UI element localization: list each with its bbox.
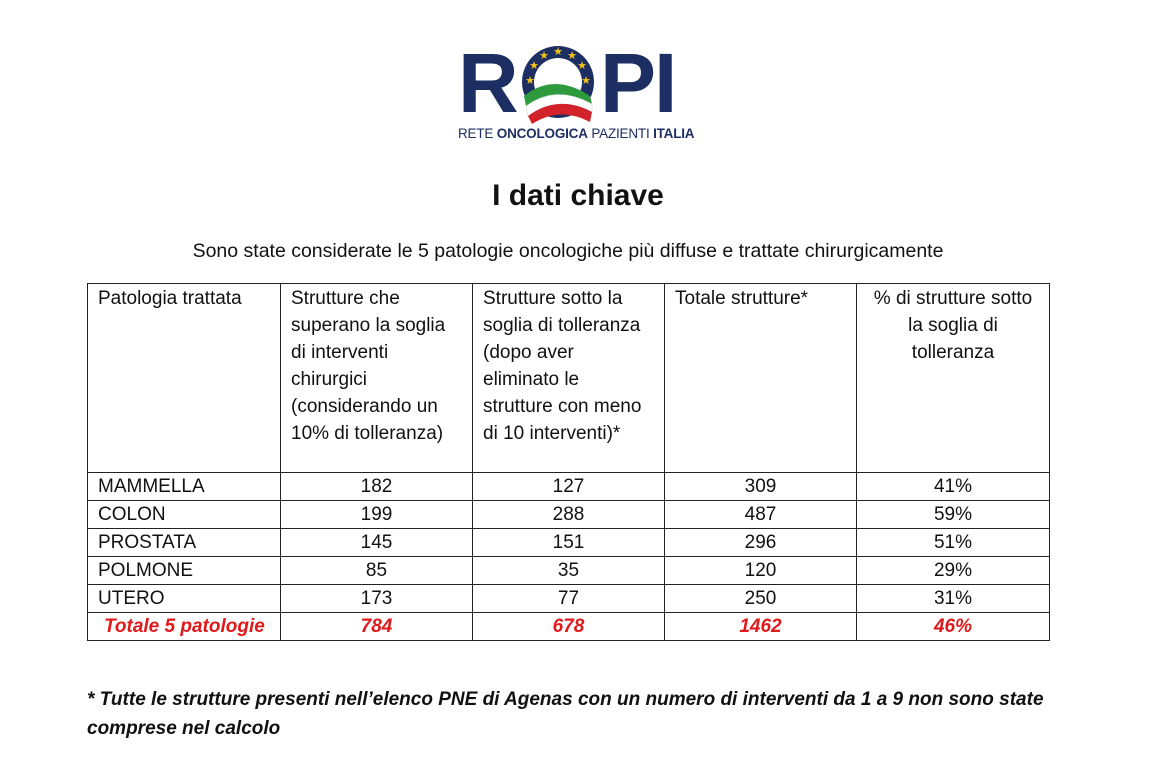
header-percent-below: % di strutture sotto la soglia di tolleranza <box>857 284 1050 473</box>
footnote: * Tutte le strutture presenti nell’elenco PNE di Agenas con un numero di interventi da 1 a 9 non sono state comprese nel calcolo <box>87 689 1044 739</box>
total-above: 784 <box>281 613 473 641</box>
svg-text:★: ★ <box>567 49 577 62</box>
page-title: I dati chiave <box>492 179 664 212</box>
ropi-logo-mark <box>458 44 698 124</box>
table-row <box>88 473 1050 501</box>
table-row <box>88 585 1050 613</box>
svg-text:★: ★ <box>577 59 587 72</box>
cell-below: 127 <box>473 473 665 501</box>
key-data-table <box>87 283 1050 641</box>
table-row <box>88 557 1050 585</box>
cell-above: 85 <box>281 557 473 585</box>
cell-pathology: COLON <box>88 501 281 529</box>
cell-pathology: MAMMELLA <box>88 473 281 501</box>
cell-percent: 31% <box>857 585 1050 613</box>
cell-percent: 51% <box>857 529 1050 557</box>
table-row <box>88 501 1050 529</box>
total-percent: 46% <box>857 613 1050 641</box>
table-row <box>88 529 1050 557</box>
cell-percent: 41% <box>857 473 1050 501</box>
cell-above: 182 <box>281 473 473 501</box>
cell-below: 35 <box>473 557 665 585</box>
cell-total: 487 <box>665 501 857 529</box>
cell-pathology: UTERO <box>88 585 281 613</box>
header-pathology: Patologia trattata <box>88 284 281 473</box>
page-subtitle: Sono state considerate le 5 patologie oncologiche più diffuse e trattate chirurgicamente <box>192 240 944 262</box>
table-header-row <box>88 284 1050 473</box>
svg-text:★: ★ <box>529 59 539 72</box>
svg-text:PI: PI <box>600 44 676 124</box>
cell-above: 173 <box>281 585 473 613</box>
cell-above: 145 <box>281 529 473 557</box>
svg-text:R: R <box>458 44 517 124</box>
svg-text:★: ★ <box>539 49 549 62</box>
total-label: Totale 5 patologie <box>88 613 281 641</box>
cell-below: 151 <box>473 529 665 557</box>
cell-total: 296 <box>665 529 857 557</box>
cell-pathology: POLMONE <box>88 557 281 585</box>
logo-tagline: RETE ONCOLOGICA PAZIENTI ITALIA <box>458 126 695 141</box>
header-total-structures: Totale strutture* <box>665 284 857 473</box>
cell-below: 77 <box>473 585 665 613</box>
header-below-threshold: Strutture sotto la soglia di tolleranza (dopo aver eliminato le strutture con meno di 10 interventi)* <box>473 284 665 473</box>
header-above-threshold: Strutture che superano la soglia di interventi chirurgici (considerando un 10% di tolleranza) <box>281 284 473 473</box>
svg-text:★: ★ <box>581 74 591 87</box>
cell-total: 250 <box>665 585 857 613</box>
svg-text:★: ★ <box>525 74 535 87</box>
svg-text:★: ★ <box>553 45 563 58</box>
total-below: 678 <box>473 613 665 641</box>
cell-total: 309 <box>665 473 857 501</box>
cell-below: 288 <box>473 501 665 529</box>
cell-above: 199 <box>281 501 473 529</box>
cell-pathology: PROSTATA <box>88 529 281 557</box>
table-total-row <box>88 613 1050 641</box>
cell-percent: 59% <box>857 501 1050 529</box>
cell-total: 120 <box>665 557 857 585</box>
ropi-logo <box>458 44 698 148</box>
total-structures: 1462 <box>665 613 857 641</box>
cell-percent: 29% <box>857 557 1050 585</box>
